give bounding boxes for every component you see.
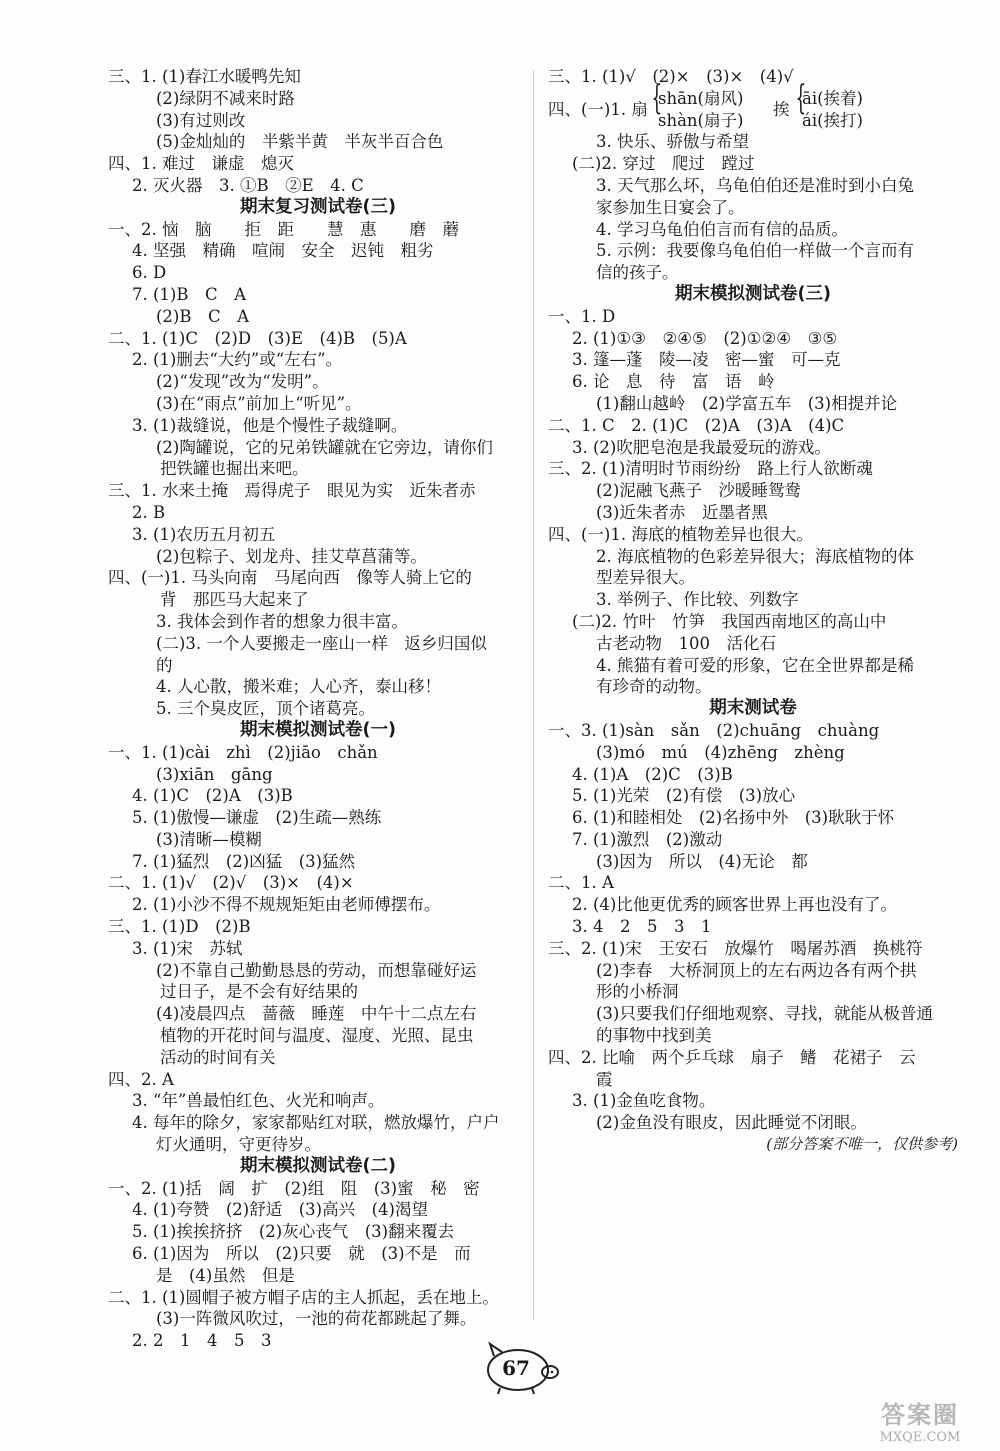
answer-line: 型差异很大。	[596, 568, 695, 588]
answer-line: 二、1. (1)圆帽子被方帽子店的主人抓起，丢在地上。	[108, 1287, 499, 1307]
answer-line: (二)2. 竹叶 竹笋 我国西南地区的高山中	[572, 611, 887, 631]
answer-line: 5. (1)傲慢—谦虚 (2)生疏—熟练	[132, 808, 382, 828]
answer-line: 把铁罐也掘出来吧。	[160, 459, 309, 479]
answer-line: 四、(一)1. 海底的植物差异也很大。	[548, 524, 813, 544]
answer-line: (2)李春 大桥洞顶上的左右两边各有两个拱	[596, 960, 917, 980]
answer-line: (2)“发现”改为“发明”。	[156, 372, 329, 392]
answer-line: 三、2. (1)宋 王安石 放爆竹 喝屠苏酒 换桃符	[548, 938, 923, 958]
answer-line: 4. 坚强 精确 喧闹 安全 迟钝 粗劣	[132, 241, 434, 261]
answer-line: 的	[156, 655, 173, 675]
answer-line: (3)近朱者赤 近墨者黑	[596, 502, 768, 522]
answer-line: 是 (4)虽然 但是	[156, 1265, 295, 1285]
answer-line: 7. (1)激烈 (2)激动	[572, 829, 723, 849]
answer-line: 一、3. (1)sàn sǎn (2)chuāng chuàng	[548, 720, 880, 740]
answer-line: 四、(一)1. 马头向南 马尾向西 像等人骑上它的	[108, 568, 472, 588]
answer-line: 3. “年”兽最怕红色、火光和响声。	[132, 1091, 385, 1111]
answer-line: 2. 灭火器 3. ①B ②E 4. C	[132, 175, 364, 195]
answer-line: 四、2. A	[108, 1069, 174, 1089]
answer-line: 形的小桥洞	[596, 982, 679, 1002]
answer-line: 一、1. D	[548, 306, 616, 326]
answer-line: (2)B C A	[156, 306, 250, 326]
answer-line: (二)2. 穿过 爬过 蹚过	[572, 154, 755, 174]
answer-line: (3)xiān gāng	[156, 764, 273, 784]
answer-line: 3. 我体会到作者的想象力很丰富。	[156, 611, 408, 631]
answer-line: 四、2. 比喻 两个乒乓球 扇子 鳍 花裙子 云	[548, 1047, 916, 1067]
answer-line: 4. (1)A (2)C (3)B	[572, 764, 733, 784]
section-title: 期末测试卷	[709, 698, 797, 719]
answer-line: 5. 三个臭皮匠，顶个诸葛亮。	[156, 699, 375, 719]
section-title: 期末模拟测试卷(一)	[240, 719, 396, 740]
answer-line: 3. (1)金鱼吃食物。	[572, 1091, 716, 1111]
answer-line: 二、1. C 2. (1)C (2)A (3)A (4)C	[548, 415, 845, 435]
answer-line: 过日子，是不会有好结果的	[160, 982, 358, 1002]
answer-line: 四、1. 难过 谦虚 熄灭	[108, 154, 294, 174]
answer-line: 三、1. (1)D (2)B	[108, 917, 251, 937]
answer-line: 的事物中找到美	[596, 1026, 712, 1046]
watermark-url: MXQE.COM	[879, 1430, 961, 1445]
answer-line: 7. (1)猛烈 (2)凶猛 (3)猛然	[132, 851, 356, 871]
answer-line: 植物的开花时间与温度、湿度、光照、昆虫	[160, 1026, 474, 1046]
answer-line: 3. 篷—蓬 陵—凌 密—蜜 可—克	[572, 350, 841, 370]
answer-line: 3. (1)宋 苏轼	[132, 938, 243, 958]
answer-line: 7. (1)B C A	[132, 284, 247, 304]
answer-line: 4. (1)夸赞 (2)舒适 (3)高兴 (4)渴望	[132, 1200, 428, 1220]
answer-line: (3)一阵微风吹过，一池的荷花都跳起了舞。	[156, 1309, 477, 1329]
watermark-logo	[845, 1395, 995, 1447]
answer-line: (1)翻山越岭 (2)学富五车 (3)相提并论	[596, 393, 898, 413]
answer-line: 2. (1)①③ ②④⑤ (2)①②④ ③⑤	[572, 328, 838, 348]
answer-line: 4. 人心散，搬米难；人心齐，泰山移！	[156, 677, 441, 697]
answer-line: (2)陶罐说，它的兄弟铁罐就在它旁边，请你们	[156, 437, 493, 457]
answer-line: 5. 示例：我要像乌龟伯伯一样做一个言而有	[596, 241, 914, 261]
answer-line: 5. (1)光荣 (2)有偿 (3)放心	[572, 786, 796, 806]
answer-line: 6. D	[132, 263, 167, 283]
answer-line: 三、1. 水来土掩 焉得虎子 眼见为实 近朱者赤	[108, 481, 476, 501]
answer-line: 3. (2)吹肥皂泡是我最爱玩的游戏。	[572, 437, 831, 457]
answer-line: 有珍奇的动物。	[596, 677, 712, 697]
left-brace-icon: {	[651, 77, 663, 118]
answer-line: (2)绿阴不减来时路	[156, 88, 295, 108]
brace-prefix: 四、(一)1. 扇	[548, 99, 648, 119]
answer-line: 3. (1)农历五月初五	[132, 524, 276, 544]
answer-line: 2. (4)比他更优秀的顾客世界上再也没有了。	[572, 895, 897, 915]
answer-line: 古老动物 100 活化石	[596, 633, 776, 653]
answer-line: (3)因为 所以 (4)无论 都	[596, 851, 808, 871]
answer-line: 一、2. (1)括 阔 扩 (2)组 阻 (3)蜜 秘 密	[108, 1178, 480, 1198]
answer-line: 3. 快乐、骄傲与希望	[596, 132, 749, 152]
answer-line: 灯火通明，守更待岁。	[156, 1135, 321, 1155]
answer-line: 二、1. (1)C (2)D (3)E (4)B (5)A	[108, 328, 407, 348]
brace-option-b1: āi(挨着)	[802, 88, 863, 108]
answer-line: (2)金鱼没有眼皮，因此睡觉不闭眼。	[596, 1113, 867, 1133]
answer-line: 4. 学习乌龟伯伯言而有信的品质。	[596, 219, 848, 239]
brace-option-b2: ái(挨打)	[802, 110, 863, 130]
answer-line: 2. 海底植物的色彩差异很大；海底植物的体	[596, 546, 914, 566]
answer-line: 6. 论 息 待 富 语 岭	[572, 372, 775, 392]
answer-line: 4. (1)C (2)A (3)B	[132, 786, 293, 806]
answer-line: (3)清晰—模糊	[156, 829, 262, 849]
answer-line: (5)金灿灿的 半紫半黄 半灰半百合色	[156, 132, 444, 152]
left-column	[108, 66, 528, 1352]
answer-line: 4. 熊猫有着可爱的形象，它在全世界都是稀	[596, 655, 914, 675]
answer-line: (2)泥融飞燕子 沙暖睡鸳鸯	[596, 481, 801, 501]
brace-option-a2: shàn(扇子)	[658, 110, 744, 130]
answer-line: 5. (1)挨挨挤挤 (2)灰心丧气 (3)翻来覆去	[132, 1222, 455, 1242]
answer-line: 2. 2 1 4 5 3	[132, 1331, 272, 1351]
answer-line: (3)有过则改	[156, 110, 246, 130]
brace-answer-item	[548, 77, 958, 132]
watermark-logo-text: 答案圈	[881, 1400, 959, 1429]
answer-line: 3. 4 2 5 3 1	[572, 917, 712, 937]
answer-line: 二、1. A	[548, 873, 614, 893]
answer-line: 背 那匹马大起来了	[160, 590, 309, 610]
section-title: 期末模拟测试卷(二)	[240, 1155, 396, 1176]
answer-line: 活动的时间有关	[160, 1047, 276, 1067]
answer-line: 6. (1)和睦相处 (2)名扬中外 (3)耿耿于怀	[572, 808, 895, 828]
answer-line: 霞	[596, 1069, 613, 1089]
answer-line: 3. (1)裁缝说，他是个慢性子裁缝啊。	[132, 415, 408, 435]
section-title: 期末模拟测试卷(三)	[675, 283, 831, 304]
answer-line: 三、1. (1)春江水暖鸭先知	[108, 67, 301, 86]
section-title: 期末复习测试卷(三)	[240, 196, 396, 217]
column-divider	[533, 70, 534, 1320]
answer-line: 3. 举例子、作比较、列数字	[596, 590, 799, 610]
answer-line: 2. B	[132, 502, 166, 522]
answer-line: 4. 每年的除夕，家家都贴红对联，燃放爆竹，户户	[132, 1113, 500, 1133]
answer-line: (3)mó mú (4)zhēng zhèng	[596, 742, 845, 762]
answer-line: 信的孩子。	[596, 263, 679, 283]
answer-line: 3. 天气那么坏，乌龟伯伯还是准时到小白兔	[596, 175, 914, 195]
answer-line: 2. (1)小沙不得不规规矩矩由老师傅摆布。	[132, 895, 441, 915]
answer-line: 6. (1)因为 所以 (2)只要 就 (3)不是 而	[132, 1244, 471, 1264]
answer-line: (3)在“雨点”前加上“听见”。	[156, 393, 362, 413]
answer-line: 家参加生日宴会了。	[596, 197, 745, 217]
answer-line: 一、2. 恼 脑 拒 距 慧 惠 磨 蘑	[108, 219, 459, 239]
answer-line: (2)包粽子、划龙舟、挂艾草菖蒲等。	[156, 546, 427, 566]
brace-option-a1: shān(扇风)	[658, 88, 744, 108]
answer-line: (2)不靠自己勤勤恳恳的劳动，而想靠碰好运	[156, 960, 477, 980]
answer-line: 二、1. (1)√ (2)√ (3)× (4)×	[108, 873, 354, 893]
brace-mid-char: 挨	[773, 99, 790, 119]
right-column	[548, 66, 958, 1156]
answer-line: 2. (1)删去“大约”或“左右”。	[132, 350, 343, 370]
footnote: (部分答案不唯一，仅供参考)	[766, 1135, 958, 1154]
right-brace-icon: {	[795, 77, 807, 118]
answer-line: 三、1. (1)√ (2)× (3)× (4)√	[548, 67, 794, 86]
answer-line: (3)只要我们仔细地观察、寻找，就能从极普通	[596, 1004, 933, 1024]
page-number: 67	[502, 1356, 530, 1380]
answer-line: (二)3. 一个人要搬走一座山一样 返乡归国似	[156, 633, 487, 653]
answer-line: 一、1. (1)cài zhì (2)jiāo chǎn	[108, 742, 378, 762]
answer-line: 三、2. (1)清明时节雨纷纷 路上行人欲断魂	[548, 459, 873, 479]
answer-line: (4)凌晨四点 蔷薇 睡莲 中午十二点左右	[156, 1004, 477, 1024]
